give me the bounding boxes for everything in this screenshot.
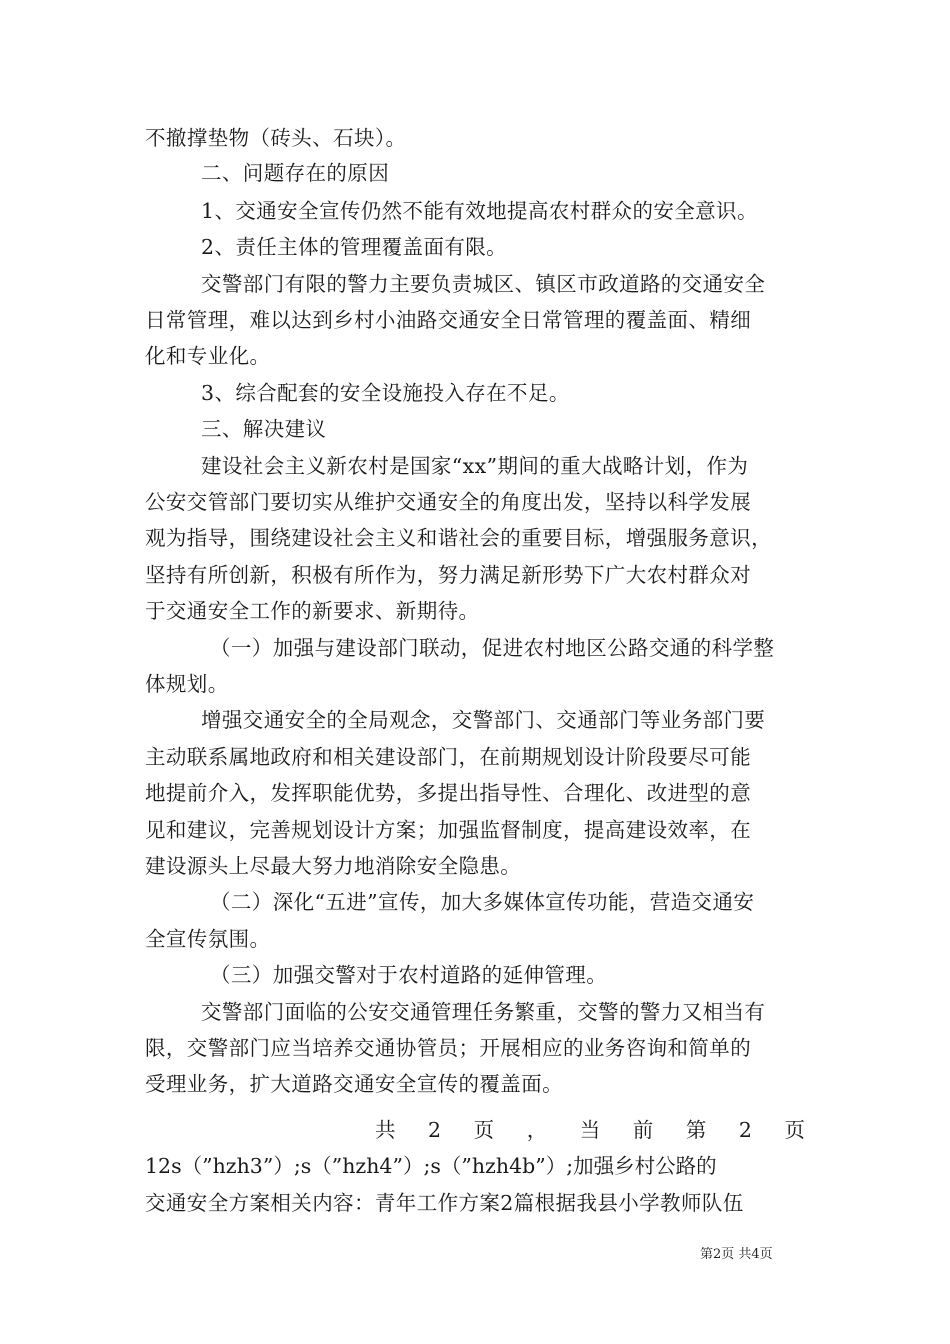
text-line: 交警部门面临的公安交通管理任务繁重，交警的警力又相当有 — [201, 1000, 766, 1024]
subsection-heading: （二）深化“五进”宣传，加大多媒体宣传功能，营造交通安 — [210, 890, 755, 914]
text-line: 于交通安全工作的新要求、新期待。 — [145, 599, 480, 623]
text-line: 受理业务，扩大道路交通安全宣传的覆盖面。 — [145, 1072, 563, 1096]
page-counter-char: ， — [526, 1118, 548, 1142]
page-footer: 第2页 共4页 — [700, 1247, 773, 1262]
text-line: 不撤撑垫物（砖头、石块）。 — [145, 126, 407, 150]
page-counter-char: 页 — [784, 1118, 805, 1142]
subsection-heading: （三）加强交警对于农村道路的延伸管理。 — [210, 963, 608, 987]
text-line: 建设源头上尽最大努力地消除安全隐患。 — [145, 854, 522, 878]
page-counter-char: 2 — [738, 1118, 752, 1142]
text-line: 观为指导，围绕建设社会主义和谐社会的重要目标，增强服务意识， — [145, 526, 772, 550]
text-line: 公安交管部门要切实从维护交通安全的角度出发，坚持以科学发展 — [145, 490, 752, 514]
text-line: 限，交警部门应当培养交通协管员；开展相应的业务咨询和简单的 — [145, 1036, 752, 1060]
text-line: 体规划。 — [145, 672, 229, 696]
page-counter-char: 前 — [632, 1118, 654, 1142]
section-heading: 三、解决建议 — [201, 417, 327, 441]
text-line: 12s（”hzh3”）;s（”hzh4”）;s（”hzh4b”）;加强乡村公路的 — [145, 1154, 717, 1178]
text-line: 坚持有所创新，积极有所作为，努力满足新形势下广大农村群众对 — [145, 563, 752, 587]
text-line: 化和专业化。 — [145, 344, 271, 368]
text-line: 交通安全方案相关内容：青年工作方案2篇根据我县小学教师队伍 — [145, 1191, 744, 1215]
text-line: 全宣传氛围。 — [145, 927, 271, 951]
page-counter-char: 共 — [375, 1118, 396, 1142]
page-counter-char: 当 — [579, 1118, 601, 1142]
page-counter — [375, 1116, 805, 1144]
text-line: 1、交通安全宣传仍然不能有效地提高农村群众的安全意识。 — [201, 199, 758, 223]
page-counter-char: 页 — [473, 1118, 495, 1142]
text-line: 见和建议，完善规划设计方案；加强监督制度，提高建设效率，在 — [145, 818, 752, 842]
text-line: 2、责任主体的管理覆盖面有限。 — [201, 235, 508, 259]
text-line: 交警部门有限的警力主要负责城区、镇区市政道路的交通安全 — [201, 272, 766, 296]
text-line: 增强交通安全的全局观念，交警部门、交通部门等业务部门要 — [201, 708, 766, 732]
page-counter-char: 第 — [685, 1118, 707, 1142]
text-line: 主动联系属地政府和相关建设部门，在前期规划设计阶段要尽可能 — [145, 745, 752, 769]
subsection-heading: （一）加强与建设部门联动，促进农村地区公路交通的科学整 — [210, 636, 775, 660]
text-line: 地提前介入，发挥职能优势，多提出指导性、合理化、改进型的意 — [145, 781, 752, 805]
page-counter-char: 2 — [428, 1118, 442, 1142]
text-line: 3、综合配套的安全设施投入存在不足。 — [201, 381, 570, 405]
section-heading: 二、问题存在的原因 — [201, 161, 390, 185]
text-line: 建设社会主义新农村是国家“xx”期间的重大战略计划，作为 — [201, 454, 749, 478]
text-line: 日常管理，难以达到乡村小油路交通安全日常管理的覆盖面、精细 — [145, 308, 752, 332]
